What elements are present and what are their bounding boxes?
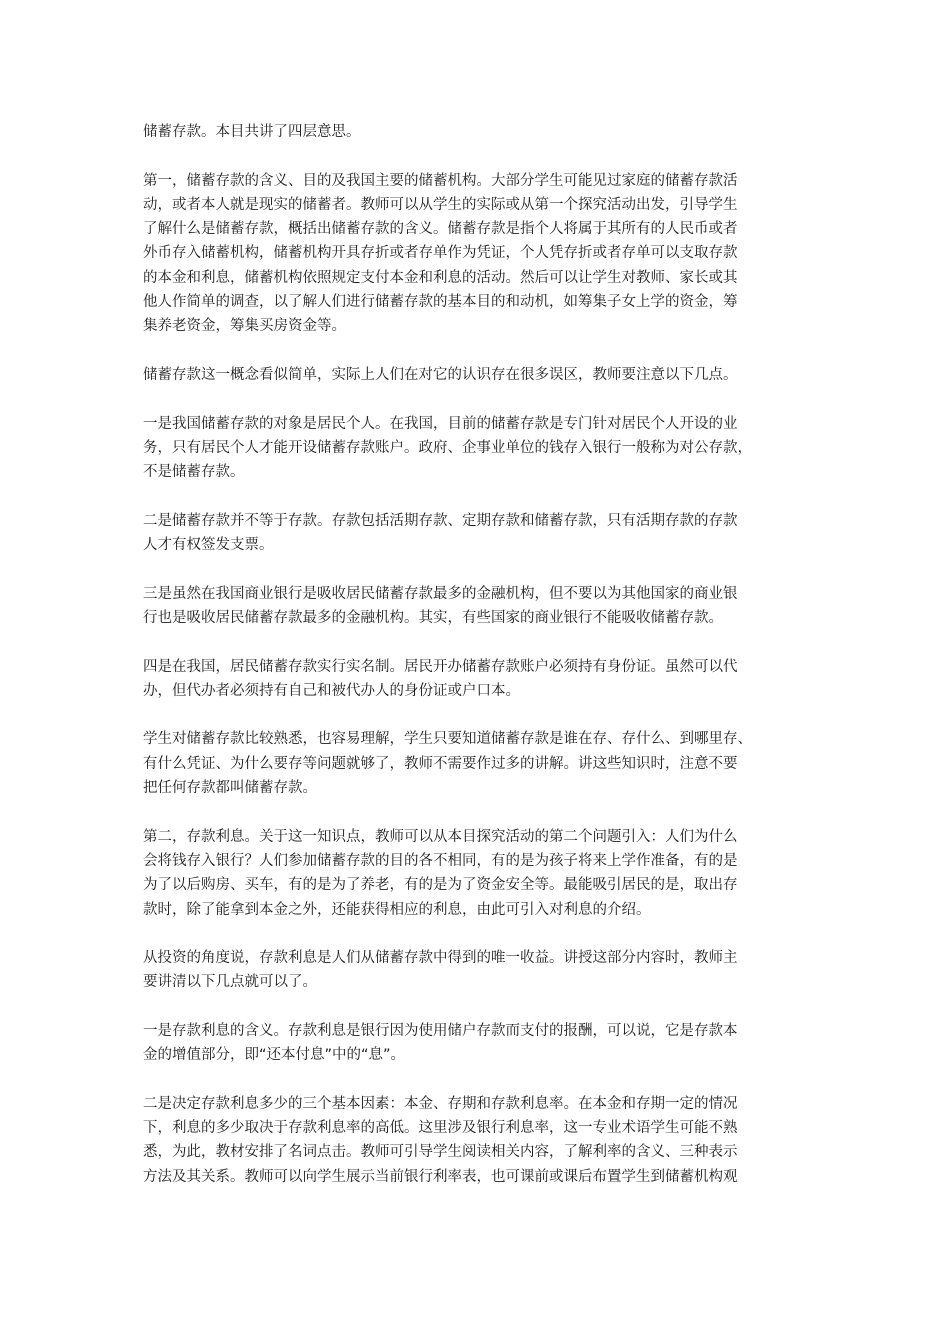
paragraph xyxy=(143,363,813,387)
text-line: 会将钱存入银行？人们参加储蓄存款的目的各不相同，有的是为孩子将来上学作准备，有的是 xyxy=(143,852,738,869)
text-line: 为了以后购房、买车，有的是为了养老，有的是为了资金安全等。最能吸引居民的是，取出存 xyxy=(143,877,738,894)
document-body xyxy=(143,120,813,1213)
text-line: 有什么凭证、为什么要存等问题就够了，教师不需要作过多的讲解。讲这些知识时，注意不要 xyxy=(143,755,738,772)
text-line: 储蓄存款。本目共讲了四层意思。 xyxy=(143,124,361,140)
text-line: 人才有权签发支票。 xyxy=(143,537,274,554)
paragraph xyxy=(143,655,813,704)
paragraph xyxy=(143,120,813,144)
paragraph xyxy=(143,825,813,922)
text-line: 二是决定存款利息多少的三个基本因素：本金、存期和存款利息率。在本金和存期一定的情况 xyxy=(143,1095,738,1112)
paragraph xyxy=(143,582,813,631)
paragraph xyxy=(143,727,813,800)
text-line: 动，或者本人就是现实的储蓄者。教师可以从学生的实际或从第一个探究活动出发，引导学生 xyxy=(143,196,738,213)
text-line: 不是储蓄存款。 xyxy=(143,464,245,481)
paragraph xyxy=(143,169,813,339)
text-line: 二是储蓄存款并不等于存款。存款包括活期存款、定期存款和储蓄存款，只有活期存款的存款 xyxy=(143,512,738,529)
text-line: 悉，为此，教材安排了名词点击。教师可引导学生阅读相关内容，了解利率的含义、三种表示 xyxy=(143,1144,738,1161)
paragraph xyxy=(143,412,813,485)
text-line: 一是存款利息的含义。存款利息是银行因为使用储户存款而支付的报酬，可以说，它是存款本 xyxy=(143,1022,738,1039)
text-line: 下，利息的多少取决于存款利息率的高低。这里涉及银行利息率，这一专业术语学生可能不熟 xyxy=(143,1120,738,1137)
text-line: 四是在我国，居民储蓄存款实行实名制。居民开办储蓄存款账户必须持有身份证。虽然可以代 xyxy=(143,658,738,675)
text-line: 第二，存款利息。关于这一知识点，教师可以从本目探究活动的第二个问题引入：人们为什么 xyxy=(143,828,738,845)
text-line: 金的增值部分，即“还本付息”中的“息”。 xyxy=(143,1047,406,1064)
text-line: 的本金和利息，储蓄机构依照规定支付本金和利息的活动。然后可以让学生对教师、家长或其 xyxy=(143,269,738,286)
text-line: 他人作简单的调查，以了解人们进行储蓄存款的基本目的和动机，如筹集子女上学的资金，筹 xyxy=(143,294,738,311)
text-line: 三是虽然在我国商业银行是吸收居民储蓄存款最多的金融机构，但不要以为其他国家的商业银 xyxy=(143,585,738,602)
paragraph xyxy=(143,1092,813,1189)
text-line: 从投资的角度说，存款利息是人们从储蓄存款中得到的唯一收益。讲授这部分内容时，教师主 xyxy=(143,950,738,967)
text-line: 行也是吸收居民储蓄存款最多的金融机构。其实，有些国家的商业银行不能吸收储蓄存款。 xyxy=(143,609,723,626)
text-line: 款时，除了能拿到本金之外，还能获得相应的利息，由此可引入对利息的介绍。 xyxy=(143,901,651,918)
text-line: 把任何存款都叫储蓄存款。 xyxy=(143,780,317,797)
paragraph xyxy=(143,509,813,558)
text-line: 务，只有居民个人才能开设储蓄存款账户。政府、企事业单位的钱存入银行一般称为对公存款， xyxy=(143,439,752,456)
text-line: 一是我国储蓄存款的对象是居民个人。在我国，目前的储蓄存款是专门针对居民个人开设的业 xyxy=(143,415,738,432)
text-line: 了解什么是储蓄存款，概括出储蓄存款的含义。储蓄存款是指个人将属于其所有的人民币或者 xyxy=(143,221,738,238)
text-line: 要讲清以下几点就可以了。 xyxy=(143,974,317,991)
text-line: 集养老资金，筹集买房资金等。 xyxy=(143,318,346,335)
text-line: 学生对储蓄存款比较熟悉，也容易理解，学生只要知道储蓄存款是谁在存、存什么、到哪里存、 xyxy=(143,731,752,748)
text-line: 储蓄存款这一概念看似简单，实际上人们在对它的认识存在很多误区，教师要注意以下几点。 xyxy=(143,366,738,383)
text-line: 第一，储蓄存款的含义、目的及我国主要的储蓄机构。大部分学生可能见过家庭的储蓄存款活 xyxy=(143,172,738,189)
text-line: 方法及其关系。教师可以向学生展示当前银行利率表，也可课前或课后布置学生到储蓄机构观 xyxy=(143,1168,738,1185)
text-line: 办，但代办者必须持有自己和被代办人的身份证或户口本。 xyxy=(143,682,520,699)
paragraph xyxy=(143,1019,813,1068)
text-line: 外币存入储蓄机构，储蓄机构开具存折或者存单作为凭证，个人凭存折或者存单可以支取存款 xyxy=(143,245,738,262)
paragraph xyxy=(143,946,813,995)
